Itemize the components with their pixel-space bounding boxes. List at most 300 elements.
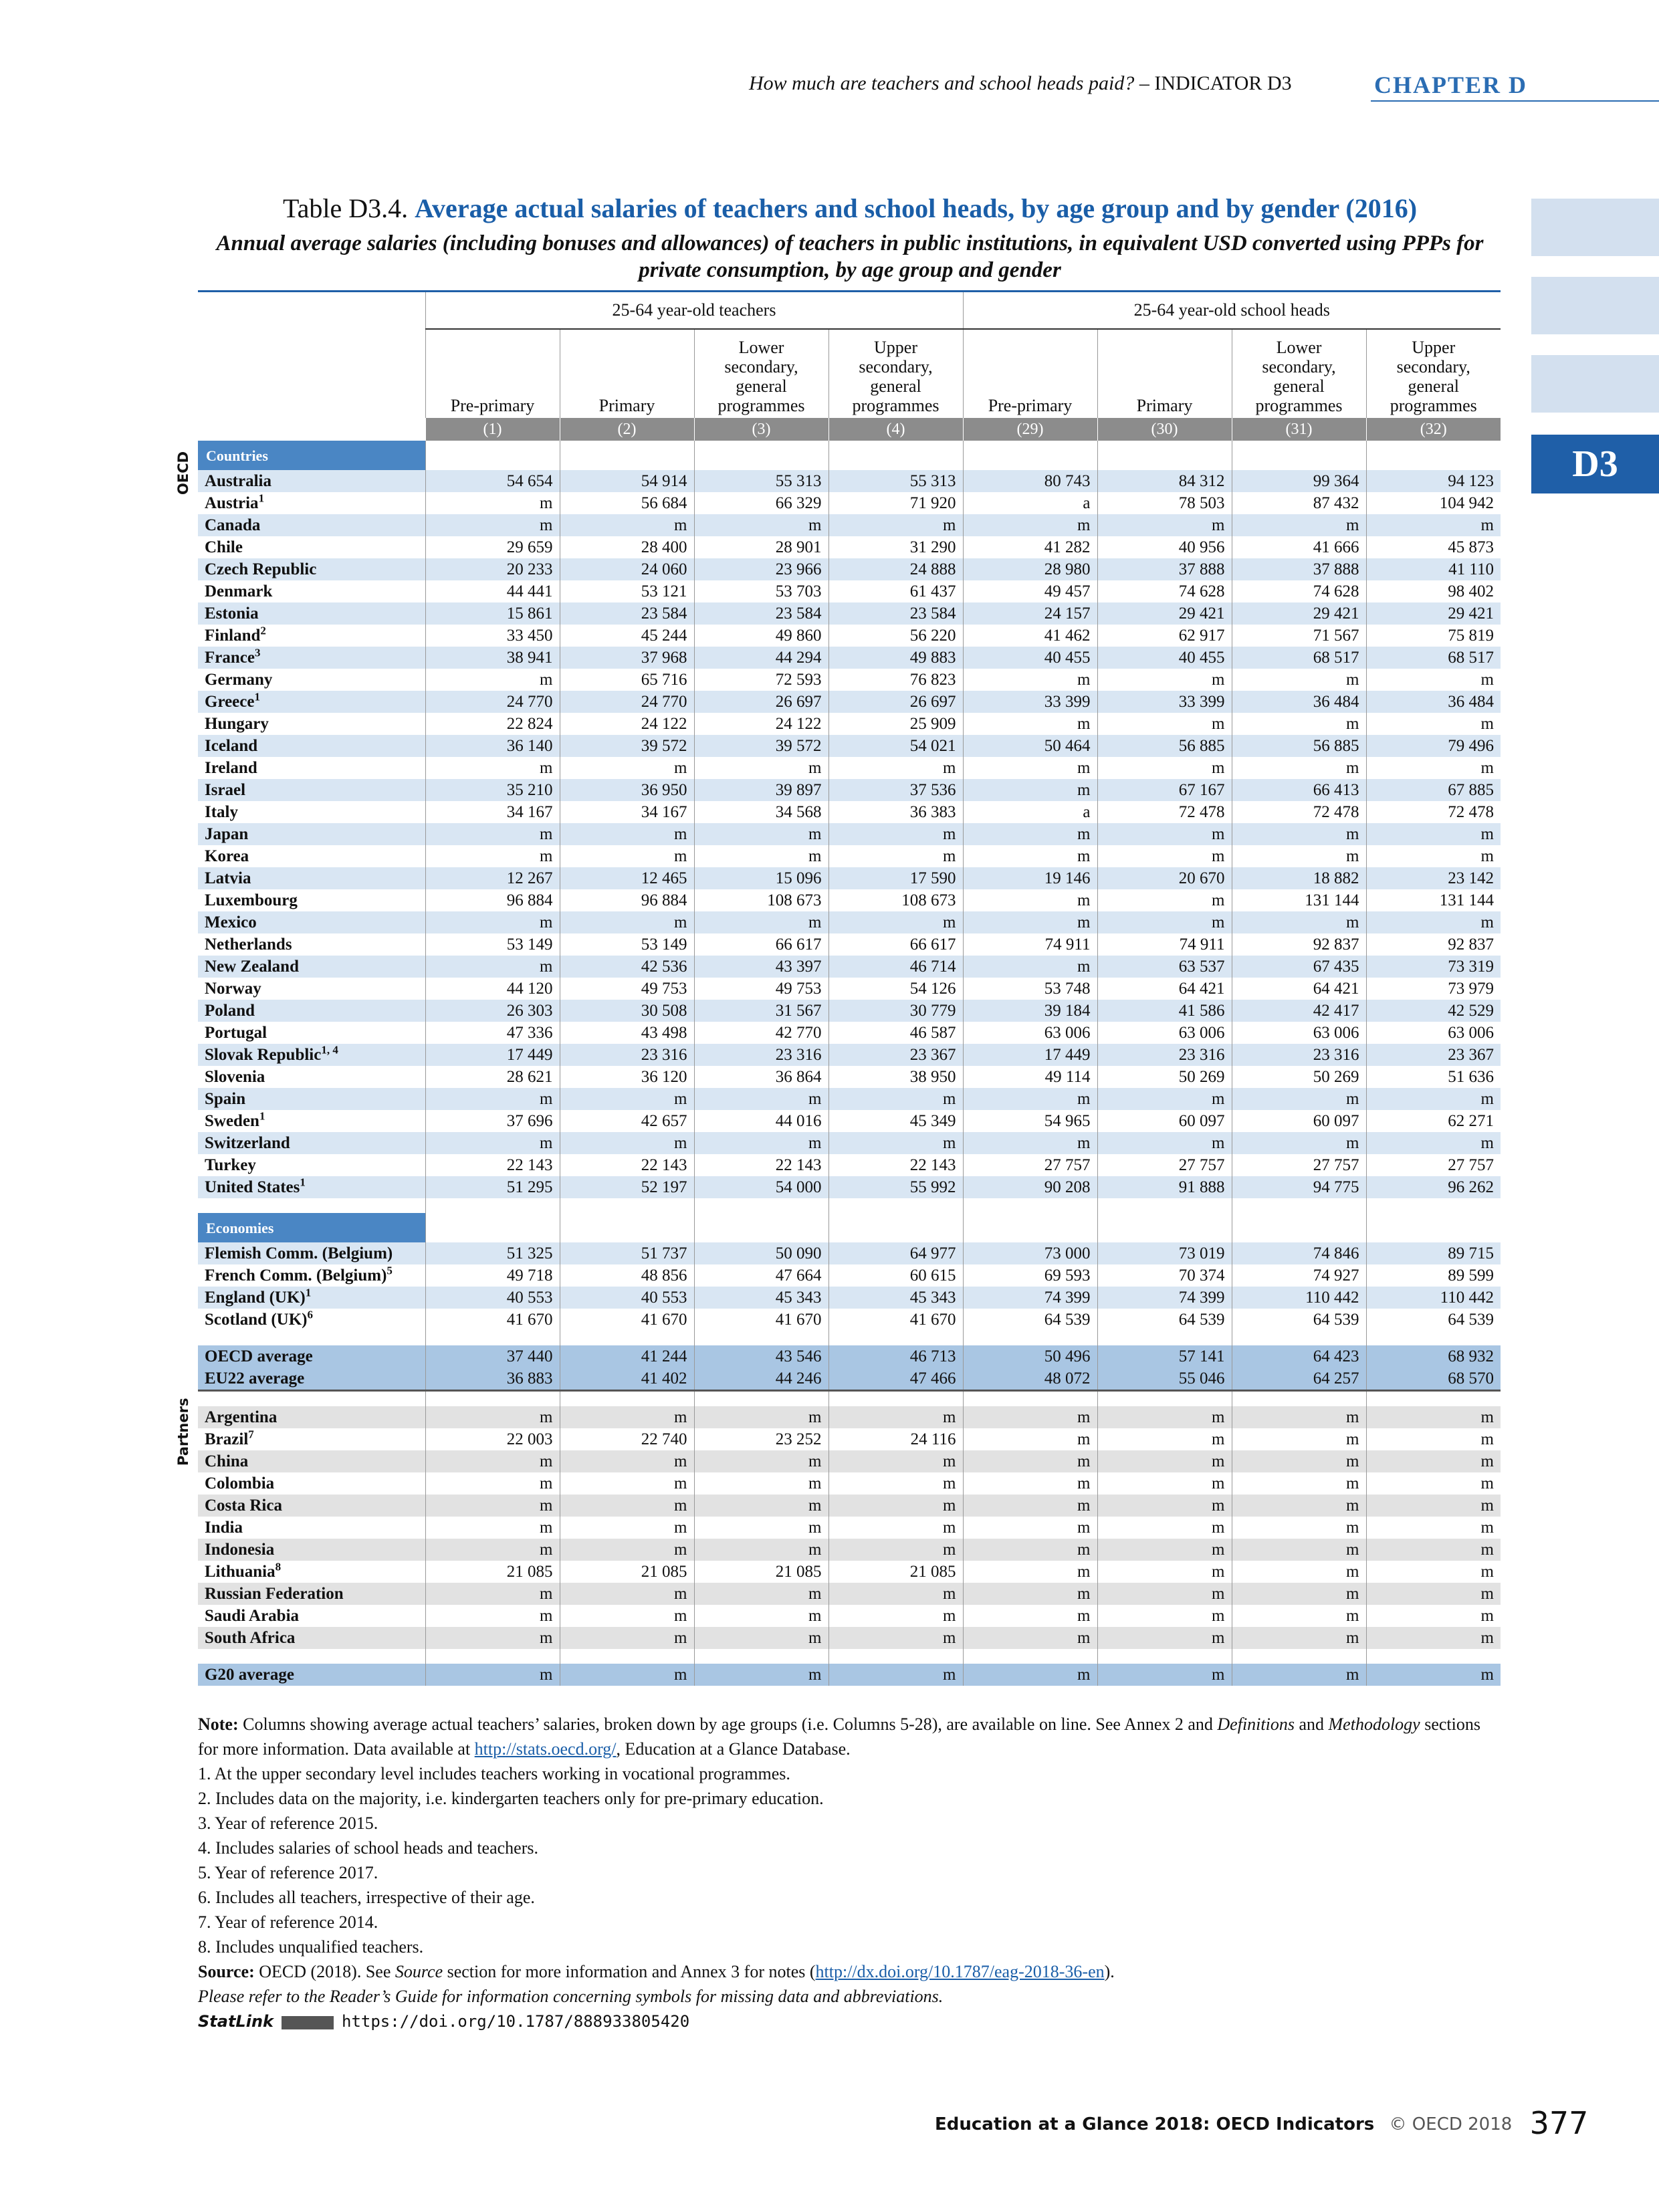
value-cell: 74 399 xyxy=(1097,1287,1232,1309)
spacer-cell xyxy=(198,1198,425,1213)
footnote: 3. Year of reference 2015. xyxy=(198,1813,378,1833)
value-cell: m xyxy=(1232,1664,1366,1686)
value-cell: 45 873 xyxy=(1366,536,1501,558)
value-cell: 94 775 xyxy=(1232,1176,1366,1198)
value-cell: m xyxy=(1232,1428,1366,1450)
row-label xyxy=(198,1132,425,1154)
value-cell: m xyxy=(963,1495,1097,1517)
value-cell: 54 000 xyxy=(694,1176,828,1198)
column-header: Pre-primary xyxy=(425,329,560,418)
value-cell: 68 517 xyxy=(1232,647,1366,669)
value-cell: m xyxy=(425,845,560,867)
value-cell: m xyxy=(828,1664,963,1686)
value-cell: m xyxy=(828,757,963,779)
value-cell: m xyxy=(1366,823,1501,845)
value-cell: 68 570 xyxy=(1366,1367,1501,1391)
value-cell: m xyxy=(828,911,963,933)
value-cell: 33 399 xyxy=(963,691,1097,713)
value-cell: m xyxy=(1097,713,1232,735)
value-cell: 72 478 xyxy=(1366,801,1501,823)
note-text: sections for more information. Data available at xyxy=(198,1715,1480,1759)
value-cell: 30 508 xyxy=(560,1000,694,1022)
value-cell: 54 965 xyxy=(963,1110,1097,1132)
page-number: 377 xyxy=(1529,2105,1589,2141)
statlink-icon xyxy=(282,2016,334,2029)
value-cell: m xyxy=(1366,1428,1501,1450)
value-cell: 29 421 xyxy=(1366,602,1501,625)
value-cell: m xyxy=(1366,1406,1501,1428)
value-cell: m xyxy=(963,669,1097,691)
value-cell: 74 846 xyxy=(1232,1242,1366,1264)
value-cell: m xyxy=(560,1605,694,1627)
value-cell: m xyxy=(694,1132,828,1154)
value-cell: 67 167 xyxy=(1097,779,1232,801)
country-name: Slovenia xyxy=(205,1068,265,1086)
row-label xyxy=(198,867,425,889)
value-cell: 42 417 xyxy=(1232,1000,1366,1022)
value-cell: 53 149 xyxy=(425,933,560,956)
value-cell: 43 498 xyxy=(560,1022,694,1044)
value-cell: 51 737 xyxy=(560,1242,694,1264)
column-header: Primary xyxy=(1097,329,1232,418)
column-number: (29) xyxy=(963,418,1097,441)
value-cell: 56 684 xyxy=(560,492,694,514)
value-cell: 69 593 xyxy=(963,1264,1097,1287)
row-label xyxy=(198,801,425,823)
value-cell: 36 383 xyxy=(828,801,963,823)
value-cell: 46 713 xyxy=(828,1345,963,1367)
value-cell: 87 432 xyxy=(1232,492,1366,514)
value-cell: 50 464 xyxy=(963,735,1097,757)
spacer-cell xyxy=(963,1331,1097,1345)
table-row xyxy=(198,1242,1501,1264)
table-row xyxy=(198,1154,1501,1176)
spacer-cell xyxy=(560,1198,694,1213)
country-name: Greece xyxy=(205,693,255,711)
value-cell: 39 572 xyxy=(560,735,694,757)
value-cell: 44 120 xyxy=(425,978,560,1000)
value-cell: 40 553 xyxy=(425,1287,560,1309)
value-cell: 54 914 xyxy=(560,470,694,492)
value-cell: 37 888 xyxy=(1097,558,1232,580)
row-label xyxy=(198,978,425,1000)
value-cell: 23 584 xyxy=(828,602,963,625)
table-row xyxy=(198,779,1501,801)
country-name: Indonesia xyxy=(205,1541,275,1559)
value-cell: 46 714 xyxy=(828,956,963,978)
table-row xyxy=(198,1066,1501,1088)
table-title-text: Average actual salaries of teachers and school heads, by age group and by gender (2016) xyxy=(415,193,1418,223)
value-cell: 36 883 xyxy=(425,1367,560,1391)
column-number: (1) xyxy=(425,418,560,441)
row-label xyxy=(198,1406,425,1428)
value-cell: m xyxy=(963,1664,1097,1686)
value-cell: 42 529 xyxy=(1366,1000,1501,1022)
value-cell: 23 316 xyxy=(1232,1044,1366,1066)
value-cell: m xyxy=(963,1517,1097,1539)
value-cell: 99 364 xyxy=(1232,470,1366,492)
value-cell: 21 085 xyxy=(560,1561,694,1583)
stats-link[interactable]: http://stats.oecd.org/ xyxy=(474,1739,617,1759)
source-label: Source: xyxy=(198,1962,255,1981)
country-name: France xyxy=(205,649,255,667)
value-cell: 65 716 xyxy=(560,669,694,691)
blank-cell xyxy=(1097,1213,1232,1242)
value-cell: m xyxy=(828,1495,963,1517)
value-cell: 74 911 xyxy=(963,933,1097,956)
value-cell: m xyxy=(560,911,694,933)
value-cell: 15 096 xyxy=(694,867,828,889)
value-cell: 55 313 xyxy=(828,470,963,492)
value-cell: 17 449 xyxy=(963,1044,1097,1066)
value-cell: 56 885 xyxy=(1232,735,1366,757)
value-cell: m xyxy=(560,1517,694,1539)
footnote-ref: 8 xyxy=(275,1560,282,1573)
country-name: India xyxy=(205,1519,243,1537)
value-cell: 56 885 xyxy=(1097,735,1232,757)
value-cell: 36 484 xyxy=(1366,691,1501,713)
value-cell: m xyxy=(1232,845,1366,867)
chapter-label: CHAPTER D xyxy=(1374,72,1528,98)
value-cell: 68 517 xyxy=(1366,647,1501,669)
notes-block xyxy=(198,1712,1501,2034)
spacer-cell xyxy=(828,1391,963,1407)
value-cell: m xyxy=(1232,1132,1366,1154)
value-cell: 62 917 xyxy=(1097,625,1232,647)
spacer-cell xyxy=(1366,1198,1501,1213)
row-label xyxy=(198,470,425,492)
value-cell: m xyxy=(828,1450,963,1472)
footnote-ref: 1 xyxy=(259,1109,265,1123)
value-cell: m xyxy=(963,1583,1097,1605)
footnote: 8. Includes unqualified teachers. xyxy=(198,1937,424,1957)
blank-cell xyxy=(1366,1213,1501,1242)
value-cell: 73 019 xyxy=(1097,1242,1232,1264)
spacer-cell xyxy=(828,1331,963,1345)
column-number: (3) xyxy=(694,418,828,441)
value-cell: 51 295 xyxy=(425,1176,560,1198)
table-row xyxy=(198,1472,1501,1495)
value-cell: 23 316 xyxy=(694,1044,828,1066)
value-cell: m xyxy=(425,956,560,978)
value-cell: 43 546 xyxy=(694,1345,828,1367)
value-cell: 36 864 xyxy=(694,1066,828,1088)
value-cell: 40 455 xyxy=(1097,647,1232,669)
note-paragraph xyxy=(198,1712,1501,1761)
group-header: 25-64 year-old school heads xyxy=(963,292,1501,329)
value-cell: m xyxy=(828,1627,963,1649)
value-cell: m xyxy=(1232,1539,1366,1561)
header-rule xyxy=(1371,100,1659,102)
country-name: England (UK) xyxy=(205,1289,306,1307)
value-cell: 33 450 xyxy=(425,625,560,647)
country-name: Estonia xyxy=(205,604,259,623)
spacer-cell xyxy=(1232,1649,1366,1664)
row-label xyxy=(198,1066,425,1088)
value-cell: 24 116 xyxy=(828,1428,963,1450)
footnote: 4. Includes salaries of school heads and teachers. xyxy=(198,1838,538,1858)
value-cell: 27 757 xyxy=(963,1154,1097,1176)
value-cell: m xyxy=(560,1539,694,1561)
country-name: Japan xyxy=(205,825,249,843)
source-text: OECD (2018). See xyxy=(259,1962,391,1981)
footnote-ref: 7 xyxy=(248,1428,254,1441)
value-cell: 45 343 xyxy=(694,1287,828,1309)
table-row xyxy=(198,889,1501,911)
table-row xyxy=(198,536,1501,558)
value-cell: 28 901 xyxy=(694,536,828,558)
source-text: ). xyxy=(1104,1962,1115,1981)
partners-side-label: Partners xyxy=(175,1398,191,1466)
value-cell: m xyxy=(560,1450,694,1472)
side-block xyxy=(1531,199,1659,256)
country-name: Saudi Arabia xyxy=(205,1607,300,1625)
value-cell: 71 567 xyxy=(1232,625,1366,647)
value-cell: m xyxy=(963,1088,1097,1110)
value-cell: 23 584 xyxy=(560,602,694,625)
value-cell: 12 267 xyxy=(425,867,560,889)
value-cell: m xyxy=(560,1472,694,1495)
value-cell: 20 670 xyxy=(1097,867,1232,889)
value-cell: 48 856 xyxy=(560,1264,694,1287)
table-row xyxy=(198,602,1501,625)
row-label xyxy=(198,911,425,933)
value-cell: m xyxy=(1366,1450,1501,1472)
value-cell: 66 413 xyxy=(1232,779,1366,801)
country-name: China xyxy=(205,1452,249,1470)
row-label xyxy=(198,1561,425,1583)
side-block xyxy=(1531,277,1659,334)
table-row xyxy=(198,1428,1501,1450)
value-cell: 31 567 xyxy=(694,1000,828,1022)
value-cell: m xyxy=(694,1664,828,1686)
value-cell: 34 167 xyxy=(425,801,560,823)
blank-cell xyxy=(1232,441,1366,470)
blank-header xyxy=(198,329,425,418)
value-cell: 39 897 xyxy=(694,779,828,801)
footnote-ref: 6 xyxy=(307,1308,313,1321)
value-cell: 79 496 xyxy=(1366,735,1501,757)
table-row xyxy=(198,933,1501,956)
table-row xyxy=(198,558,1501,580)
value-cell: m xyxy=(1097,889,1232,911)
value-cell: m xyxy=(694,514,828,536)
value-cell: m xyxy=(963,845,1097,867)
table-row xyxy=(198,801,1501,823)
indicator-label: INDICATOR D3 xyxy=(1154,72,1292,94)
row-label xyxy=(198,691,425,713)
value-cell: m xyxy=(1232,1605,1366,1627)
value-cell: m xyxy=(1232,1561,1366,1583)
value-cell: 76 823 xyxy=(828,669,963,691)
value-cell: m xyxy=(1232,669,1366,691)
value-cell: 78 503 xyxy=(1097,492,1232,514)
column-number-row xyxy=(198,418,1501,441)
value-cell: 22 003 xyxy=(425,1428,560,1450)
spacer-cell xyxy=(694,1391,828,1407)
chapter-tab[interactable]: D3 xyxy=(1531,435,1659,493)
spacer-cell xyxy=(560,1331,694,1345)
row-label xyxy=(198,1264,425,1287)
value-cell: 26 697 xyxy=(828,691,963,713)
note-text: and xyxy=(1299,1715,1325,1734)
table-row xyxy=(198,580,1501,602)
value-cell: 23 367 xyxy=(1366,1044,1501,1066)
value-cell: 53 149 xyxy=(560,933,694,956)
value-cell: m xyxy=(1232,1406,1366,1428)
value-cell: 24 770 xyxy=(425,691,560,713)
value-cell: m xyxy=(560,1627,694,1649)
value-cell: 29 421 xyxy=(1097,602,1232,625)
oecd-side-label: OECD xyxy=(175,451,191,495)
row-label xyxy=(198,735,425,757)
spacer-cell xyxy=(425,1391,560,1407)
value-cell: m xyxy=(425,514,560,536)
value-cell: 63 006 xyxy=(1366,1022,1501,1044)
row-label xyxy=(198,933,425,956)
country-name: Brazil xyxy=(205,1430,249,1448)
value-cell: 41 244 xyxy=(560,1345,694,1367)
value-cell: 21 085 xyxy=(828,1561,963,1583)
column-number: (32) xyxy=(1366,418,1501,441)
country-name: Switzerland xyxy=(205,1134,290,1152)
row-label xyxy=(198,580,425,602)
value-cell: 49 860 xyxy=(694,625,828,647)
spacer-row xyxy=(198,1198,1501,1213)
footnote-ref: 1 xyxy=(254,690,260,703)
value-cell: 63 006 xyxy=(1232,1022,1366,1044)
value-cell: m xyxy=(694,823,828,845)
country-name: Argentina xyxy=(205,1408,278,1426)
value-cell: a xyxy=(963,492,1097,514)
table-row xyxy=(198,1605,1501,1627)
table-row xyxy=(198,735,1501,757)
footnote: 2. Includes data on the majority, i.e. kindergarten teachers only for pre-primary education. xyxy=(198,1789,824,1808)
value-cell: 55 046 xyxy=(1097,1367,1232,1391)
value-cell: 67 435 xyxy=(1232,956,1366,978)
column-header: Primary xyxy=(560,329,694,418)
value-cell: m xyxy=(963,757,1097,779)
value-cell: m xyxy=(560,1495,694,1517)
doi-link[interactable]: http://dx.doi.org/10.1787/eag-2018-36-en xyxy=(815,1962,1105,1981)
table-row xyxy=(198,823,1501,845)
readers-guide xyxy=(198,1984,1501,2009)
table-row xyxy=(198,1495,1501,1517)
value-cell: m xyxy=(1366,845,1501,867)
blank-cell xyxy=(560,441,694,470)
value-cell: 49 114 xyxy=(963,1066,1097,1088)
value-cell: m xyxy=(963,1561,1097,1583)
value-cell: 30 779 xyxy=(828,1000,963,1022)
value-cell: 72 478 xyxy=(1232,801,1366,823)
value-cell: m xyxy=(560,1406,694,1428)
row-label xyxy=(198,1044,425,1066)
value-cell: m xyxy=(1366,1132,1501,1154)
blank-header xyxy=(198,292,425,329)
value-cell: m xyxy=(1232,823,1366,845)
value-cell: m xyxy=(1097,845,1232,867)
value-cell: 41 670 xyxy=(560,1309,694,1331)
value-cell: m xyxy=(1097,1605,1232,1627)
value-cell: m xyxy=(963,1605,1097,1627)
spacer-row xyxy=(198,1649,1501,1664)
value-cell: m xyxy=(1232,1583,1366,1605)
value-cell: m xyxy=(694,845,828,867)
value-cell: 51 325 xyxy=(425,1242,560,1264)
value-cell: 34 568 xyxy=(694,801,828,823)
table-row xyxy=(198,691,1501,713)
value-cell: 45 343 xyxy=(828,1287,963,1309)
table-row xyxy=(198,1450,1501,1472)
value-cell: 92 837 xyxy=(1366,933,1501,956)
value-cell: 27 757 xyxy=(1366,1154,1501,1176)
country-name: Flemish Comm. (Belgium) xyxy=(205,1244,393,1262)
column-header: Upper secondary, general programmes xyxy=(1366,329,1501,418)
value-cell: 108 673 xyxy=(694,889,828,911)
value-cell: m xyxy=(1232,1450,1366,1472)
footnote: 1. At the upper secondary level includes teachers working in vocational programmes. xyxy=(198,1764,790,1783)
blank-cell xyxy=(828,441,963,470)
spacer-cell xyxy=(1366,1331,1501,1345)
footnote-ref: 1 xyxy=(305,1286,312,1299)
table-row xyxy=(198,978,1501,1000)
value-cell: m xyxy=(828,845,963,867)
value-cell: 12 465 xyxy=(560,867,694,889)
value-cell: 62 271 xyxy=(1366,1110,1501,1132)
blank-cell xyxy=(694,441,828,470)
value-cell: 64 539 xyxy=(1366,1309,1501,1331)
value-cell: 72 593 xyxy=(694,669,828,691)
spacer-cell xyxy=(828,1198,963,1213)
value-cell: 45 244 xyxy=(560,625,694,647)
value-cell: 48 072 xyxy=(963,1367,1097,1391)
country-name: Chile xyxy=(205,538,243,556)
value-cell: 41 666 xyxy=(1232,536,1366,558)
spacer-cell xyxy=(963,1649,1097,1664)
value-cell: 98 402 xyxy=(1366,580,1501,602)
value-cell: 46 587 xyxy=(828,1022,963,1044)
column-header: Pre-primary xyxy=(963,329,1097,418)
value-cell: m xyxy=(1366,1472,1501,1495)
value-cell: 50 496 xyxy=(963,1345,1097,1367)
g20-row xyxy=(198,1664,1501,1686)
statlink-url[interactable]: https://doi.org/10.1787/888933805420 xyxy=(342,2012,690,2031)
value-cell: m xyxy=(425,823,560,845)
row-label xyxy=(198,1627,425,1649)
value-cell: 63 006 xyxy=(1097,1022,1232,1044)
footnote: 5. Year of reference 2017. xyxy=(198,1863,378,1882)
blank-cell xyxy=(1097,441,1232,470)
value-cell: 36 950 xyxy=(560,779,694,801)
value-cell: 17 590 xyxy=(828,867,963,889)
spacer-cell xyxy=(560,1649,694,1664)
blank-cell xyxy=(560,1213,694,1242)
value-cell: m xyxy=(560,1583,694,1605)
value-cell: m xyxy=(1097,823,1232,845)
row-label xyxy=(198,757,425,779)
row-label xyxy=(198,823,425,845)
value-cell: 92 837 xyxy=(1232,933,1366,956)
value-cell: 26 303 xyxy=(425,1000,560,1022)
spacer-cell xyxy=(1232,1391,1366,1407)
spacer-cell xyxy=(198,1391,425,1407)
value-cell: m xyxy=(1366,1664,1501,1686)
row-label xyxy=(198,889,425,911)
country-name: Australia xyxy=(205,472,271,490)
column-number: (2) xyxy=(560,418,694,441)
column-number: (30) xyxy=(1097,418,1232,441)
spacer-cell xyxy=(828,1649,963,1664)
